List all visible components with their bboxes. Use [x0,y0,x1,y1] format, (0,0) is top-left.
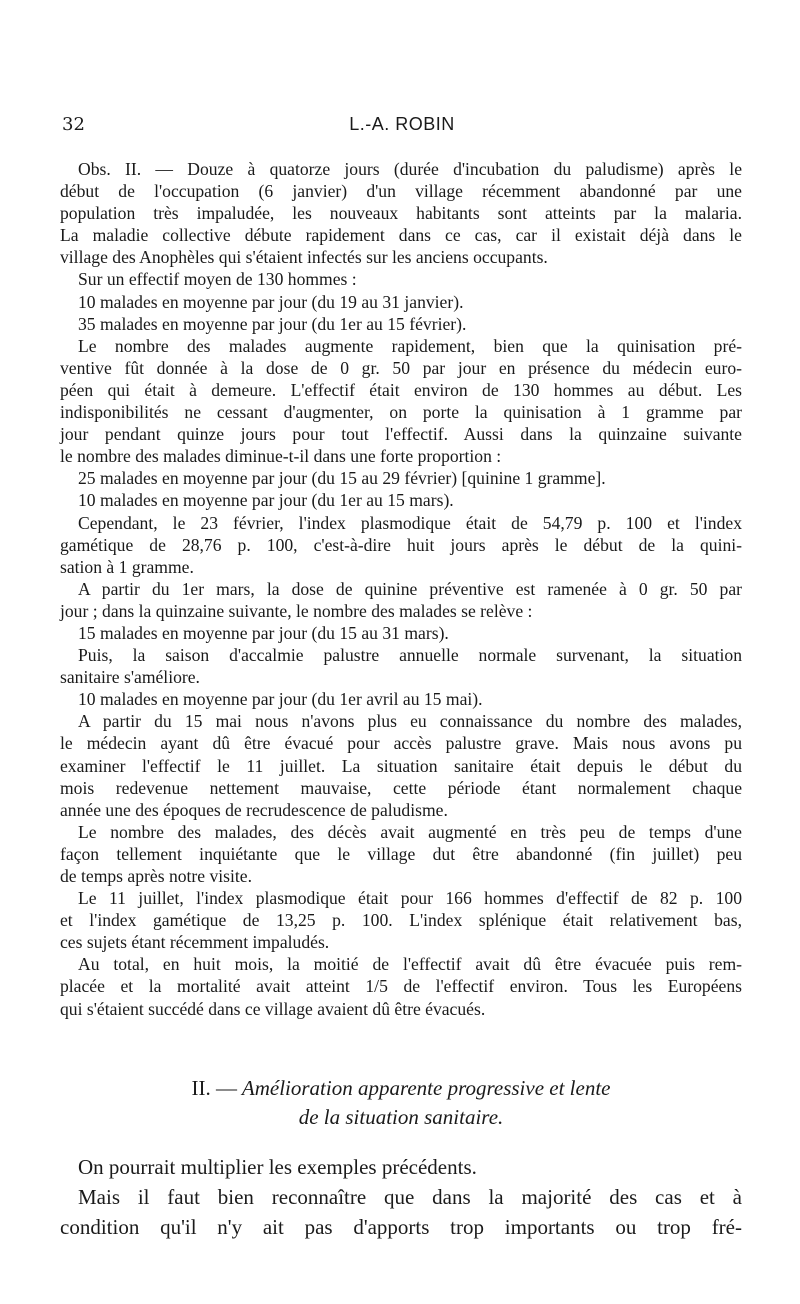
text-line: de temps après notre visite. [60,866,253,886]
text-line: année une des époques de recrudescence de paludisme. [60,799,448,820]
section-heading [60,1074,742,1132]
text-line: Le 11 juillet, l'index plasmodique était pour 166 hommes d'effectif de 82 p. 100 [78,888,742,909]
text-line: 15 malades en moyenne par jour (du 15 au 31 mars). [78,622,449,643]
text-line: et l'index gamétique de 13,25 p. 100. L'index splénique était relativement bas, [60,910,742,931]
text-line: Obs. II. — Douze à quatorze jours (durée d'incubation du paludisme) après le [78,159,742,179]
text-line: condition qu'il n'y ait pas d'apports trop importants ou trop fré- [60,1215,742,1239]
text-line: qui s'étaient succédé dans ce village avaient dû être évacués. [60,998,486,1019]
text-line: indisponibilités ne cessant d'augmenter, on porte la quinisation à 1 gramme par [60,402,742,423]
text-line: La maladie collective débute rapidement dans ce cas, car il existait déjà dans le [60,225,742,246]
text-line: village des Anophèles qui s'étaient infectés sur les anciens occupants. [60,247,548,268]
text-line: Le nombre des malades, des décès avait augmenté en très peu de temps d'une [78,821,742,842]
text-line: 10 malades en moyenne par jour (du 1er au 15 mars). [78,490,454,511]
text-line: A partir du 1er mars, la dose de quinine préventive est ramenée à 0 gr. 50 par [78,578,742,599]
text-line: le médecin ayant dû être évacué pour accès palustre grave. Mais nous avons pu [60,733,742,754]
section-title-1: Amélioration apparente progressive et lente [241,1076,611,1100]
text-line: 10 malades en moyenne par jour (du 19 au 31 janvier). [78,291,464,312]
text-line: gamétique de 28,76 p. 100, c'est-à-dire huit jours après le début de la quini- [60,534,742,555]
text-line: Cependant, le 23 février, l'index plasmodique était de 54,79 p. 100 et l'index [78,512,742,533]
text-line: 10 malades en moyenne par jour (du 1er avril au 15 mai). [78,689,483,710]
text-line: Sur un effectif moyen de 130 hommes : [78,269,357,290]
section-number: II. [191,1076,211,1100]
text-line: population très impaludée, les nouveaux habitants sont atteints par la malaria. [60,203,742,224]
section-heading-line-1 [60,1074,742,1103]
body-text [60,158,742,1020]
text-line: sanitaire s'améliore. [60,667,200,688]
section-dash: — [216,1076,238,1100]
text-line: jour pendant quinze jours pour tout l'effectif. Aussi dans la quinzaine suivante [60,424,742,445]
text-line: 25 malades en moyenne par jour (du 15 au 29 février) [quinine 1 gramme]. [78,468,606,489]
tail-text [60,1152,742,1242]
text-line: Puis, la saison d'accalmie palustre annuelle normale survenant, la situation [78,645,742,666]
page-number: 32 [62,114,85,135]
text-line: placée et la mortalité avait atteint 1/5 de l'effectif environ. Tous les Européens [60,976,742,997]
text-line: Le nombre des malades augmente rapidement, bien que la quinisation pré- [78,335,742,356]
text-line: péen qui était à demeure. L'effectif était environ de 130 hommes au début. Les [60,379,742,400]
text-line: façon tellement inquiétante que le village dut être abandonné (fin juillet) peu [60,843,742,864]
text-line: mois redevenue nettement mauvaise, cette période étant normalement chaque [60,777,742,798]
text-line: ces sujets étant récemment impaludés. [60,932,330,953]
text-line: Mais il faut bien reconnaître que dans la majorité des cas et à [78,1185,742,1209]
running-head: L.-A. ROBIN [349,114,455,134]
text-line: examiner l'effectif le 11 juillet. La situation sanitaire était depuis le début du [60,755,742,776]
section-title-2: de la situation sanitaire. [298,1105,504,1129]
text-line: sation à 1 gramme. [60,556,194,577]
text-line: On pourrait multiplier les exemples précédents. [78,1155,477,1179]
text-line: début de l'occupation (6 janvier) d'un village récemment abandonné par une [60,181,742,202]
text-line: A partir du 15 mai nous n'avons plus eu connaissance du nombre des malades, [78,711,742,732]
text-line: 35 malades en moyenne par jour (du 1er au 15 février). [78,313,467,334]
page-header [62,114,742,142]
text-line: ventive fût donnée à la dose de 0 gr. 50 par jour en présence du médecin euro- [60,357,742,378]
text-line: jour ; dans la quinzaine suivante, le nombre des malades se relève : [60,600,533,621]
text-line: le nombre des malades diminue-t-il dans une forte proportion : [60,446,502,467]
text-line: Au total, en huit mois, la moitié de l'effectif avait dû être évacuée puis rem- [78,954,742,975]
